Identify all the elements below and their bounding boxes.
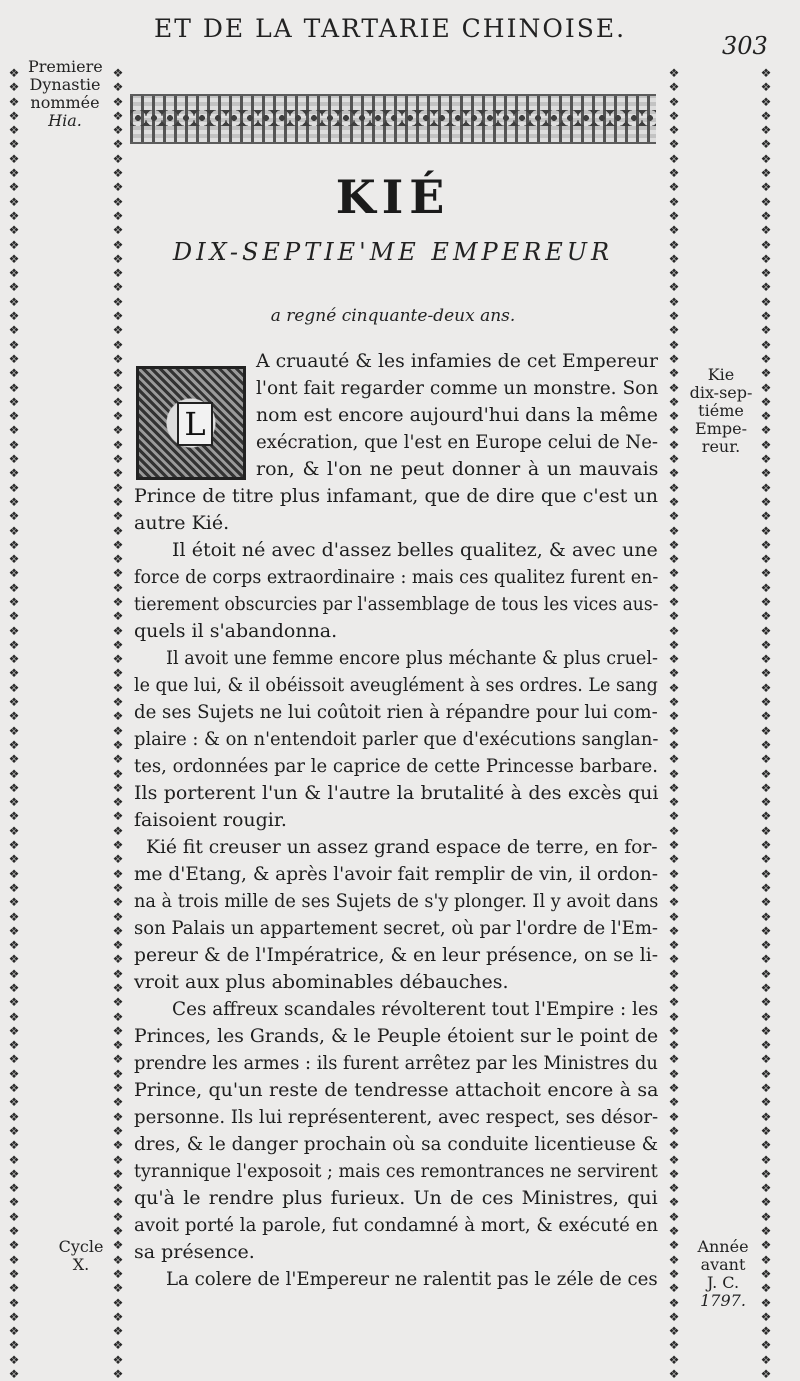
body-line: nom est encore aujourd'hui dans la même (256, 404, 659, 426)
body-line: faisoient rougir. (134, 809, 287, 831)
ornamental-headpiece (130, 94, 656, 144)
drop-cap-ornament (136, 366, 246, 480)
body-line: La colere de l'Empereur ne ralentit pas le zéle de ces (166, 1268, 658, 1290)
ornament-border-outer-right: ❖ ❖ ❖ ❖ ❖ ❖ ❖ ❖ ❖ ❖ ❖ ❖ ❖ ❖ ❖ ❖ ❖ ❖ ❖ ❖ ❖ ❖ ❖ ❖ ❖ ❖ ❖ ❖ ❖ ❖ ❖ ❖ ❖ ❖ ❖ ❖ ❖ ❖ ❖ ❖ ❖ ❖ ❖ ❖ ❖ ❖ ❖ ❖ ❖ ❖ ❖ ❖ ❖ ❖ ❖ ❖ ❖ ❖ ❖ ❖ ❖ ❖ ❖ ❖ ❖ ❖ ❖ ❖ ❖ ❖ ❖ ❖ ❖ ❖ ❖ ❖ ❖ ❖ ❖ ❖ ❖ ❖ ❖ ❖ ❖ ❖ ❖ ❖ ❖ ❖ ❖ ❖ (760, 66, 772, 1381)
body-line: personne. Ils lui représenterent, avec respect, ses désor- (134, 1106, 659, 1128)
body-line: le que lui, & il obéissoit aveuglément à ses ordres. Le sang (134, 674, 658, 696)
body-line: qu'à le rendre plus furieux. Un de ces Ministres, qui (134, 1187, 658, 1209)
chapter-title: KIÉ (335, 170, 451, 224)
body-line: l'ont fait regarder comme un monstre. Son (256, 377, 659, 399)
body-line: son Palais un appartement secret, où par l'ordre de l'Em- (134, 917, 659, 939)
ornament-border-inner-left: ❖ ❖ ❖ ❖ ❖ ❖ ❖ ❖ ❖ ❖ ❖ ❖ ❖ ❖ ❖ ❖ ❖ ❖ ❖ ❖ ❖ ❖ ❖ ❖ ❖ ❖ ❖ ❖ ❖ ❖ ❖ ❖ ❖ ❖ ❖ ❖ ❖ ❖ ❖ ❖ ❖ ❖ ❖ ❖ ❖ ❖ ❖ ❖ ❖ ❖ ❖ ❖ ❖ ❖ ❖ ❖ ❖ ❖ ❖ ❖ ❖ ❖ ❖ ❖ ❖ ❖ ❖ ❖ ❖ ❖ ❖ ❖ ❖ ❖ ❖ ❖ ❖ ❖ ❖ ❖ ❖ ❖ ❖ ❖ ❖ ❖ ❖ ❖ ❖ ❖ ❖ ❖ (112, 66, 124, 1381)
body-line: tes, ordonnées par le caprice de cette Princesse barbare. (134, 755, 658, 777)
margin-note-line: Kie (707, 365, 735, 384)
margin-note-line: avant (700, 1255, 746, 1274)
body-line: quels il s'abandonna. (134, 620, 338, 642)
margin-note-line: nommée (30, 93, 100, 112)
body-line: avoit porté la parole, fut condamné à mort, & exécuté en (134, 1214, 659, 1236)
margin-note-cycle (44, 1238, 118, 1274)
body-line: force de corps extraordinaire : mais ces qualitez furent en- (134, 566, 659, 588)
margin-note-line: Année (697, 1237, 749, 1256)
margin-note-line: Cycle (58, 1237, 104, 1256)
body-line: Kié fit creuser un assez grand espace de terre, en for- (146, 836, 658, 858)
body-line: na à trois mille de ses Sujets de s'y plonger. Il y avoit dans (134, 890, 659, 912)
margin-note-line: tiéme (698, 401, 744, 420)
body-line: vroit aux plus abominables débauches. (134, 971, 509, 993)
body-line: Prince de titre plus infamant, que de dire que c'est un (134, 485, 658, 507)
body-line: me d'Etang, & après l'avoir fait remplir de vin, il ordon- (134, 863, 658, 885)
body-line: Il avoit une femme encore plus méchante & plus cruel- (166, 647, 658, 669)
reign-note: a regné cinquante-deux ans. (270, 306, 516, 326)
body-line: A cruauté & les infamies de cet Empereur (256, 350, 659, 372)
body-line: exécration, que l'est en Europe celui de Ne- (256, 431, 659, 453)
margin-note-line: X. (72, 1255, 90, 1274)
body-line: autre Kié. (134, 512, 230, 534)
chapter-subtitle: DIX-SEPTIE'ME EMPEREUR (172, 238, 614, 266)
margin-note-line: dix-sep- (689, 383, 753, 402)
margin-note-line: Premiere (28, 57, 103, 76)
margin-note-line: J. C. (706, 1273, 740, 1292)
body-line: tyrannique l'exposoit ; mais ces remontrances ne servirent (134, 1160, 658, 1182)
ornament-border-outer-left: ❖ ❖ ❖ ❖ ❖ ❖ ❖ ❖ ❖ ❖ ❖ ❖ ❖ ❖ ❖ ❖ ❖ ❖ ❖ ❖ ❖ ❖ ❖ ❖ ❖ ❖ ❖ ❖ ❖ ❖ ❖ ❖ ❖ ❖ ❖ ❖ ❖ ❖ ❖ ❖ ❖ ❖ ❖ ❖ ❖ ❖ ❖ ❖ ❖ ❖ ❖ ❖ ❖ ❖ ❖ ❖ ❖ ❖ ❖ ❖ ❖ ❖ ❖ ❖ ❖ ❖ ❖ ❖ ❖ ❖ ❖ ❖ ❖ ❖ ❖ ❖ ❖ ❖ ❖ ❖ ❖ ❖ ❖ ❖ ❖ ❖ ❖ ❖ ❖ ❖ ❖ ❖ (8, 66, 20, 1381)
body-line: plaire : & on n'entendoit parler que d'exécutions sanglan- (134, 728, 659, 750)
body-line: prendre les armes : ils furent arrêtez par les Ministres du (134, 1052, 658, 1074)
body-line: Ils porterent l'un & l'autre la brutalité à des excès qui (134, 782, 659, 804)
margin-note-line: Hia. (48, 111, 82, 130)
margin-note-dynasty (28, 58, 102, 130)
body-line: sa présence. (134, 1241, 255, 1263)
margin-note-line: Empe- (695, 419, 747, 438)
body-line: pereur & de l'Impératrice, & en leur présence, on se li- (134, 944, 659, 966)
body-line: Prince, qu'un reste de tendresse attachoit encore à sa (134, 1079, 659, 1101)
margin-note-line: reur. (701, 437, 741, 456)
body-line: Il étoit né avec d'assez belles qualitez, & avec une (172, 539, 658, 561)
running-head: ET DE LA TARTARIE CHINOISE. (153, 14, 627, 43)
margin-note-year (690, 1238, 756, 1310)
body-line: ron, & l'on ne peut donner à un mauvais (256, 458, 659, 480)
drop-cap-letter: L (177, 402, 213, 446)
margin-note-line: 1797. (700, 1291, 746, 1310)
ornament-border-inner-right: ❖ ❖ ❖ ❖ ❖ ❖ ❖ ❖ ❖ ❖ ❖ ❖ ❖ ❖ ❖ ❖ ❖ ❖ ❖ ❖ ❖ ❖ ❖ ❖ ❖ ❖ ❖ ❖ ❖ ❖ ❖ ❖ ❖ ❖ ❖ ❖ ❖ ❖ ❖ ❖ ❖ ❖ ❖ ❖ ❖ ❖ ❖ ❖ ❖ ❖ ❖ ❖ ❖ ❖ ❖ ❖ ❖ ❖ ❖ ❖ ❖ ❖ ❖ ❖ ❖ ❖ ❖ ❖ ❖ ❖ ❖ ❖ ❖ ❖ ❖ ❖ ❖ ❖ ❖ ❖ ❖ ❖ ❖ ❖ ❖ ❖ ❖ ❖ ❖ ❖ ❖ ❖ (668, 66, 680, 1381)
body-line: de ses Sujets ne lui coûtoit rien à répandre pour lui com- (134, 701, 658, 723)
margin-note-line: Dynastie (29, 75, 101, 94)
body-line: dres, & le danger prochain où sa conduite licentieuse & (134, 1133, 659, 1155)
page-number: 303 (722, 32, 768, 60)
body-line: Princes, les Grands, & le Peuple étoient sur le point de (134, 1025, 659, 1047)
margin-note-kie (688, 366, 754, 456)
body-line: tierement obscurcies par l'assemblage de tous les vices aus- (134, 593, 659, 615)
body-line: Ces affreux scandales révolterent tout l'Empire : les (172, 998, 659, 1020)
